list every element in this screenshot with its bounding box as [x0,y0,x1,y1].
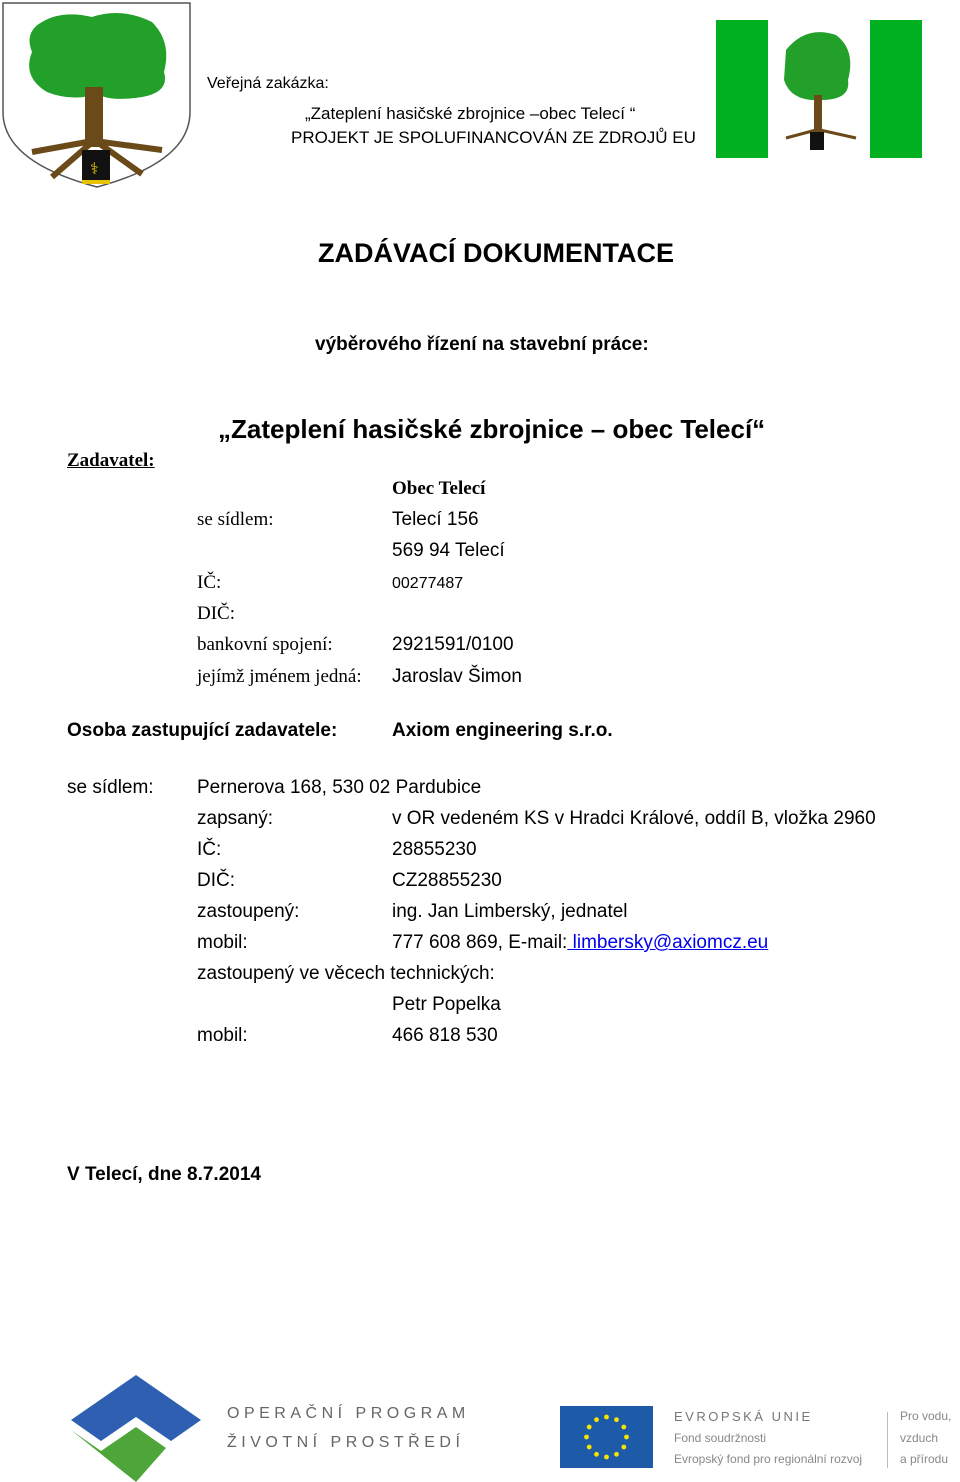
osoba-sidlo-label: se sídlem: [67,777,154,798]
slogan2: vzduch [900,1431,939,1445]
eu-line3: Evropský fond pro regionální rozvoj [674,1452,863,1466]
eu-star-icon [621,1425,626,1430]
eu-star-icon [594,1452,599,1457]
slogan1: Pro vodu, [900,1409,952,1423]
zadavatel-name: Obec Telecí [392,478,486,499]
osoba-sidlo: Pernerova 168, 530 02 Pardubice [197,777,482,798]
osoba-mobil2: 466 818 530 [392,1025,498,1046]
header-label: Veřejná zakázka: [207,75,329,92]
op-line1: OPERAČNÍ PROGRAM [227,1405,470,1422]
osoba-name: Axiom engineering s.r.o. [392,720,613,741]
eu-star-icon [594,1417,599,1422]
eu-star-icon [614,1452,619,1457]
osoba-mobil2-label: mobil: [197,1025,248,1046]
op-line2: ŽIVOTNÍ PROSTŘEDÍ [227,1434,465,1451]
zadavatel-ic: 00277487 [392,575,464,592]
zadavatel-sidlo-label: se sídlem: [197,509,274,530]
osoba-zapsany-label: zapsaný: [197,808,274,829]
coat-of-arms-logo [2,2,192,190]
zadavatel-rep-label: jejímž jménem jedná: [197,666,362,687]
eu-line1: EVROPSKÁ UNIE [674,1409,813,1424]
email-link[interactable]: limbersky@axiomcz.eu [567,932,769,953]
osoba-zapsany: v OR vedeném KS v Hradci Králové, oddíl B, vložka 2960 [392,808,876,829]
eu-star-icon [621,1445,626,1450]
osoba-zastoupeny-label: zastoupený: [197,901,300,922]
zadavatel-dic-label: DIČ: [197,603,235,624]
zadavatel-address1: Telecí 156 [392,509,479,530]
osoba-mobil: 777 608 869, E-mail: [392,932,568,953]
footer-divider [887,1412,888,1468]
eu-star-icon [604,1415,609,1420]
eu-star-icon [624,1435,629,1440]
osoba-zastoupeny: ing. Jan Limberský, jednatel [392,901,628,922]
zadavatel-heading: Zadavatel: [67,450,155,471]
osoba-ic-label: IČ: [197,839,222,860]
header-project: „Zateplení hasičské zbrojnice –obec Telecí “ [305,104,636,123]
document-subtitle: výběrového řízení na stavební práce: [315,334,649,355]
osoba-tech-name: Petr Popelka [392,994,501,1015]
osoba-label: Osoba zastupující zadavatele: [67,720,338,741]
zadavatel-address2: 569 94 Telecí [392,540,505,561]
osoba-ic: 28855230 [392,839,477,860]
header-funding: PROJEKT JE SPOLUFINANCOVÁN ZE ZDROJŮ EU [291,128,696,147]
op-zp-logo [66,1375,206,1482]
osoba-mobil-label: mobil: [197,932,248,953]
zadavatel-bank: 2921591/0100 [392,634,514,655]
zadavatel-rep: Jaroslav Šimon [392,666,522,687]
document-title: ZADÁVACÍ DOKUMENTACE [318,238,674,268]
svg-text:⚕: ⚕ [90,161,99,178]
eu-flag-icon [560,1406,653,1468]
slogan3: a přírodu [900,1452,949,1466]
date-line: V Telecí, dne 8.7.2014 [67,1164,261,1185]
eu-star-icon [587,1425,592,1430]
eu-star-icon [604,1455,609,1460]
osoba-dic-label: DIČ: [197,870,235,891]
eu-line2: Fond soudržnosti [674,1431,767,1445]
zadavatel-bank-label: bankovní spojení: [197,634,333,655]
osoba-mobil-line [392,932,768,954]
eu-star-icon [614,1417,619,1422]
village-flag-logo [716,20,922,158]
zadavatel-ic-label: IČ: [197,572,222,593]
osoba-tech-label: zastoupený ve věcech technických: [197,963,495,984]
eu-star-icon [584,1435,589,1440]
project-title: „Zateplení hasičské zbrojnice – obec Telecí“ [218,414,766,444]
osoba-dic: CZ28855230 [392,870,502,891]
eu-star-icon [587,1445,592,1450]
